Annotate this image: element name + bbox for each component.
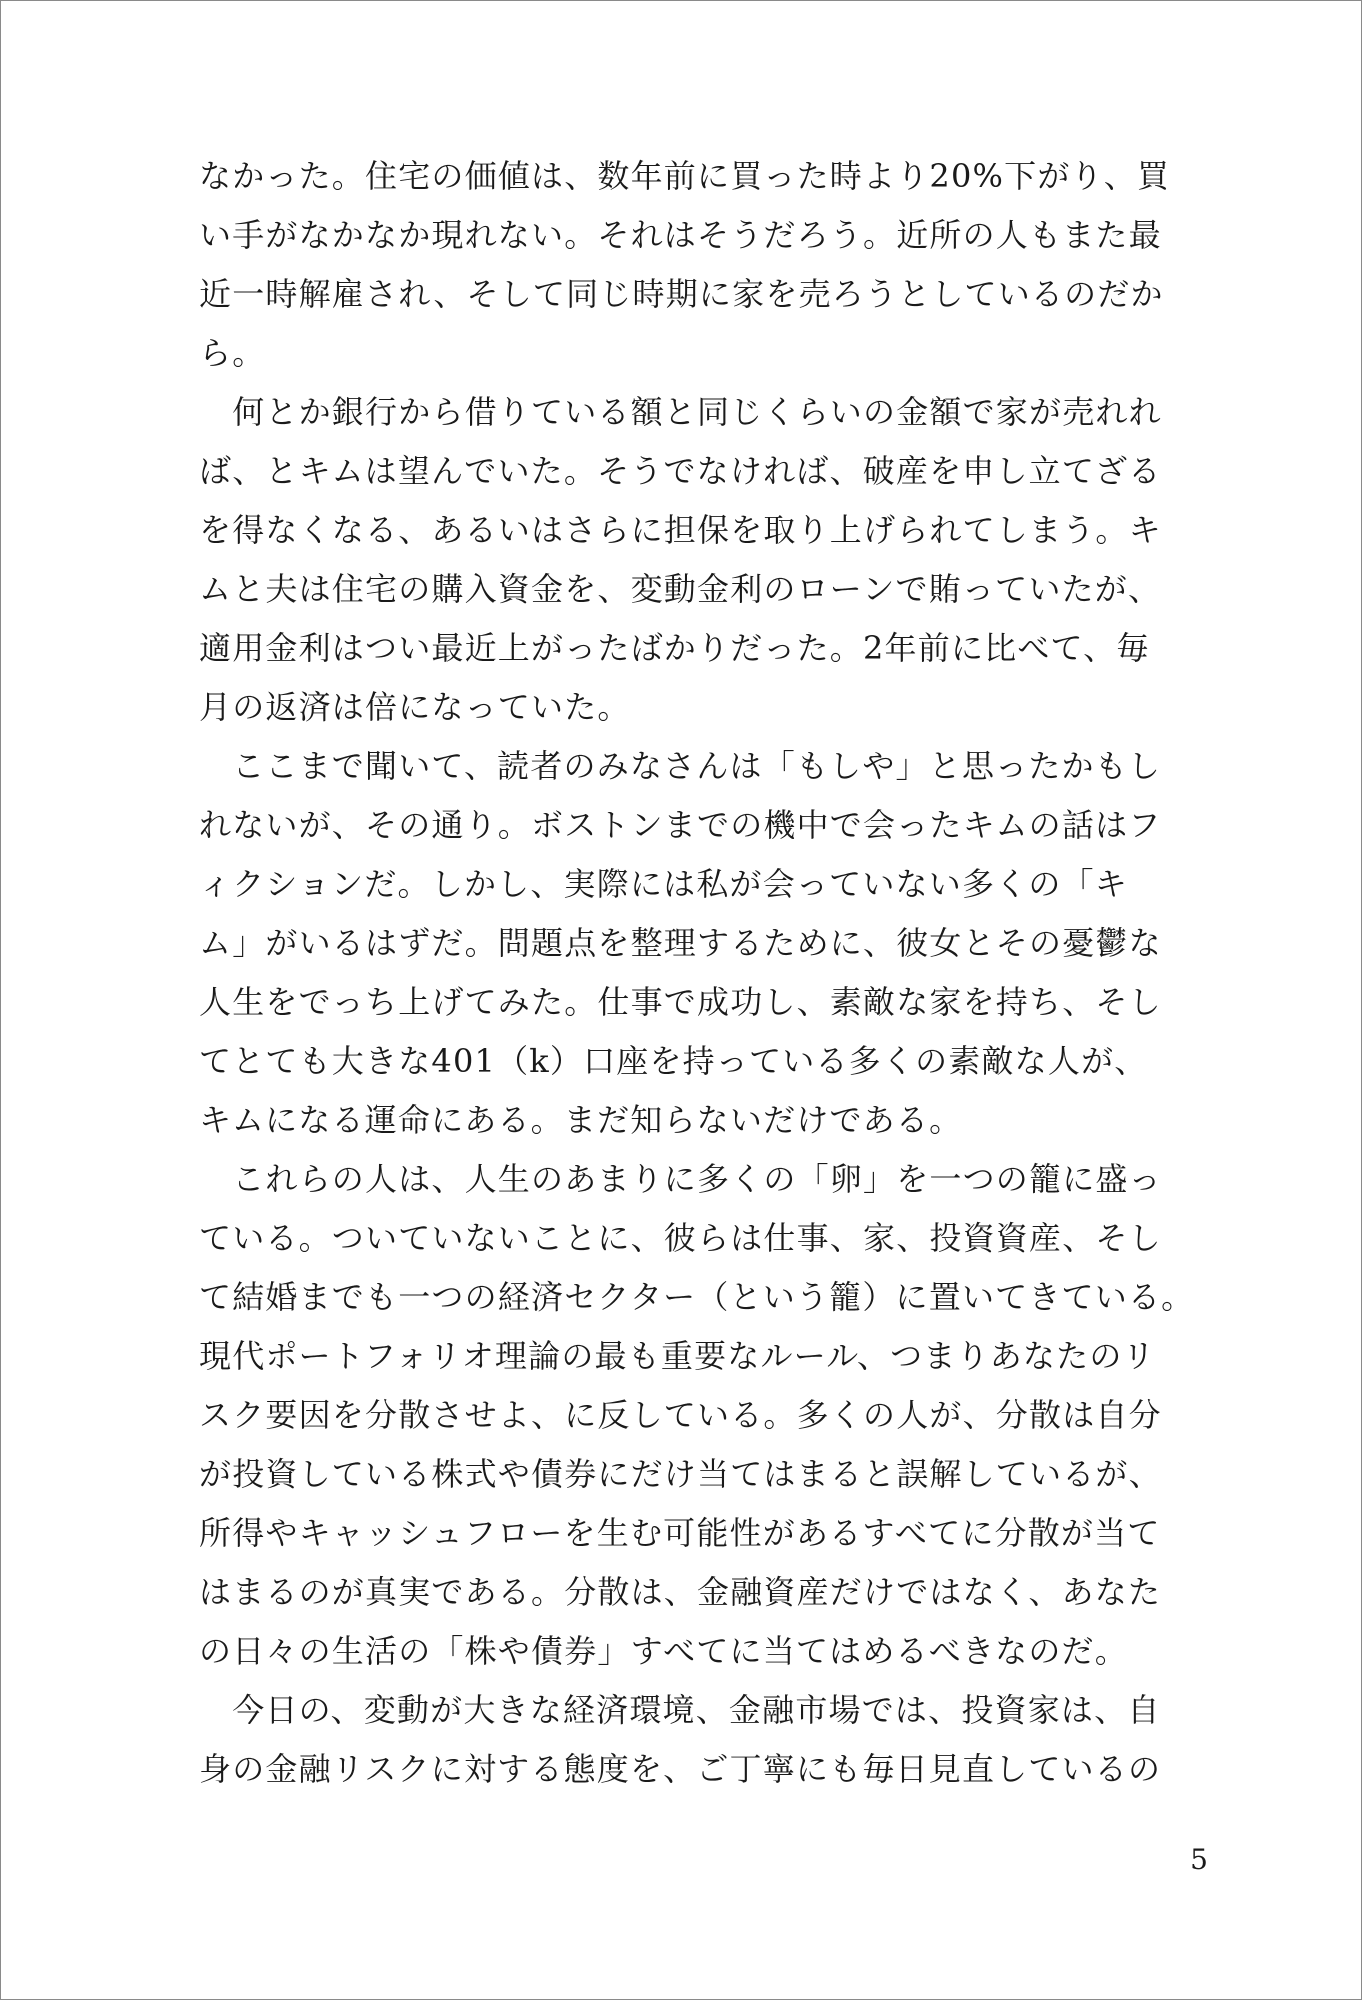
text-line: 今日の、変動が大きな経済環境、金融市場では、投資家は、自 bbox=[199, 1691, 1161, 1729]
text-line: 人生をでっち上げてみた。仕事で成功し、素敵な家を持ち、そし bbox=[199, 983, 1162, 1021]
text-line: 適用金利はつい最近上がったばかりだった。2年前に比べて、毎 bbox=[199, 629, 1150, 667]
text-line: が投資している株式や債券にだけ当てはまると誤解しているが、 bbox=[199, 1455, 1162, 1493]
text-line: なかった。住宅の価値は、数年前に買った時より20%下がり、買 bbox=[199, 157, 1171, 195]
page-number: 5 bbox=[1190, 1843, 1208, 1876]
body-text bbox=[199, 147, 1209, 1799]
text-line: ている。ついていないことに、彼らは仕事、家、投資資産、そし bbox=[199, 1219, 1162, 1257]
text-line: ム」がいるはずだ。問題点を整理するために、彼女とその憂鬱な bbox=[199, 924, 1162, 962]
text-line: てとても大きな401（k）口座を持っている多くの素敵な人が、 bbox=[199, 1042, 1148, 1080]
text-line: て結婚までも一つの経済セクター（という籠）に置いてきている。 bbox=[199, 1278, 1195, 1316]
text-line: ムと夫は住宅の購入資金を、変動金利のローンで賄っていたが、 bbox=[199, 570, 1162, 608]
text-line: を得なくなる、あるいはさらに担保を取り上げられてしまう。キ bbox=[199, 511, 1162, 549]
text-line: スク要因を分散させよ、に反している。多くの人が、分散は自分 bbox=[199, 1396, 1162, 1434]
text-line: の日々の生活の「株や債券」すべてに当てはめるべきなのだ。 bbox=[199, 1632, 1128, 1670]
text-line: 現代ポートフォリオ理論の最も重要なルール、つまりあなたのリ bbox=[199, 1337, 1156, 1375]
text-line: 近一時解雇され、そして同じ時期に家を売ろうとしているのだか bbox=[199, 275, 1164, 313]
text-line: 身の金融リスクに対する態度を、ご丁寧にも毎日見直しているの bbox=[199, 1750, 1162, 1788]
text-line: ば、とキムは望んでいた。そうでなければ、破産を申し立てざる bbox=[199, 452, 1162, 490]
text-line: 所得やキャッシュフローを生む可能性があるすべてに分散が当て bbox=[199, 1514, 1161, 1552]
text-line: はまるのが真実である。分散は、金融資産だけではなく、あなた bbox=[199, 1573, 1162, 1611]
text-line: これらの人は、人生のあまりに多くの「卵」を一つの籠に盛っ bbox=[199, 1160, 1162, 1198]
text-line: ここまで聞いて、読者のみなさんは「もしや」と思ったかもし bbox=[199, 747, 1162, 785]
text-line: 月の返済は倍になっていた。 bbox=[199, 688, 631, 726]
text-line: い手がなかなか現れない。それはそうだろう。近所の人もまた最 bbox=[199, 216, 1162, 254]
text-line: 何とか銀行から借りている額と同じくらいの金額で家が売れれ bbox=[199, 393, 1162, 431]
text-line: キムになる運命にある。まだ知らないだけである。 bbox=[199, 1101, 963, 1139]
text-line: ら。 bbox=[199, 334, 266, 372]
text-line: ィクションだ。しかし、実際には私が会っていない多くの「キ bbox=[199, 865, 1128, 903]
text-line: れないが、その通り。ボストンまでの機中で会ったキムの話はフ bbox=[199, 806, 1162, 844]
